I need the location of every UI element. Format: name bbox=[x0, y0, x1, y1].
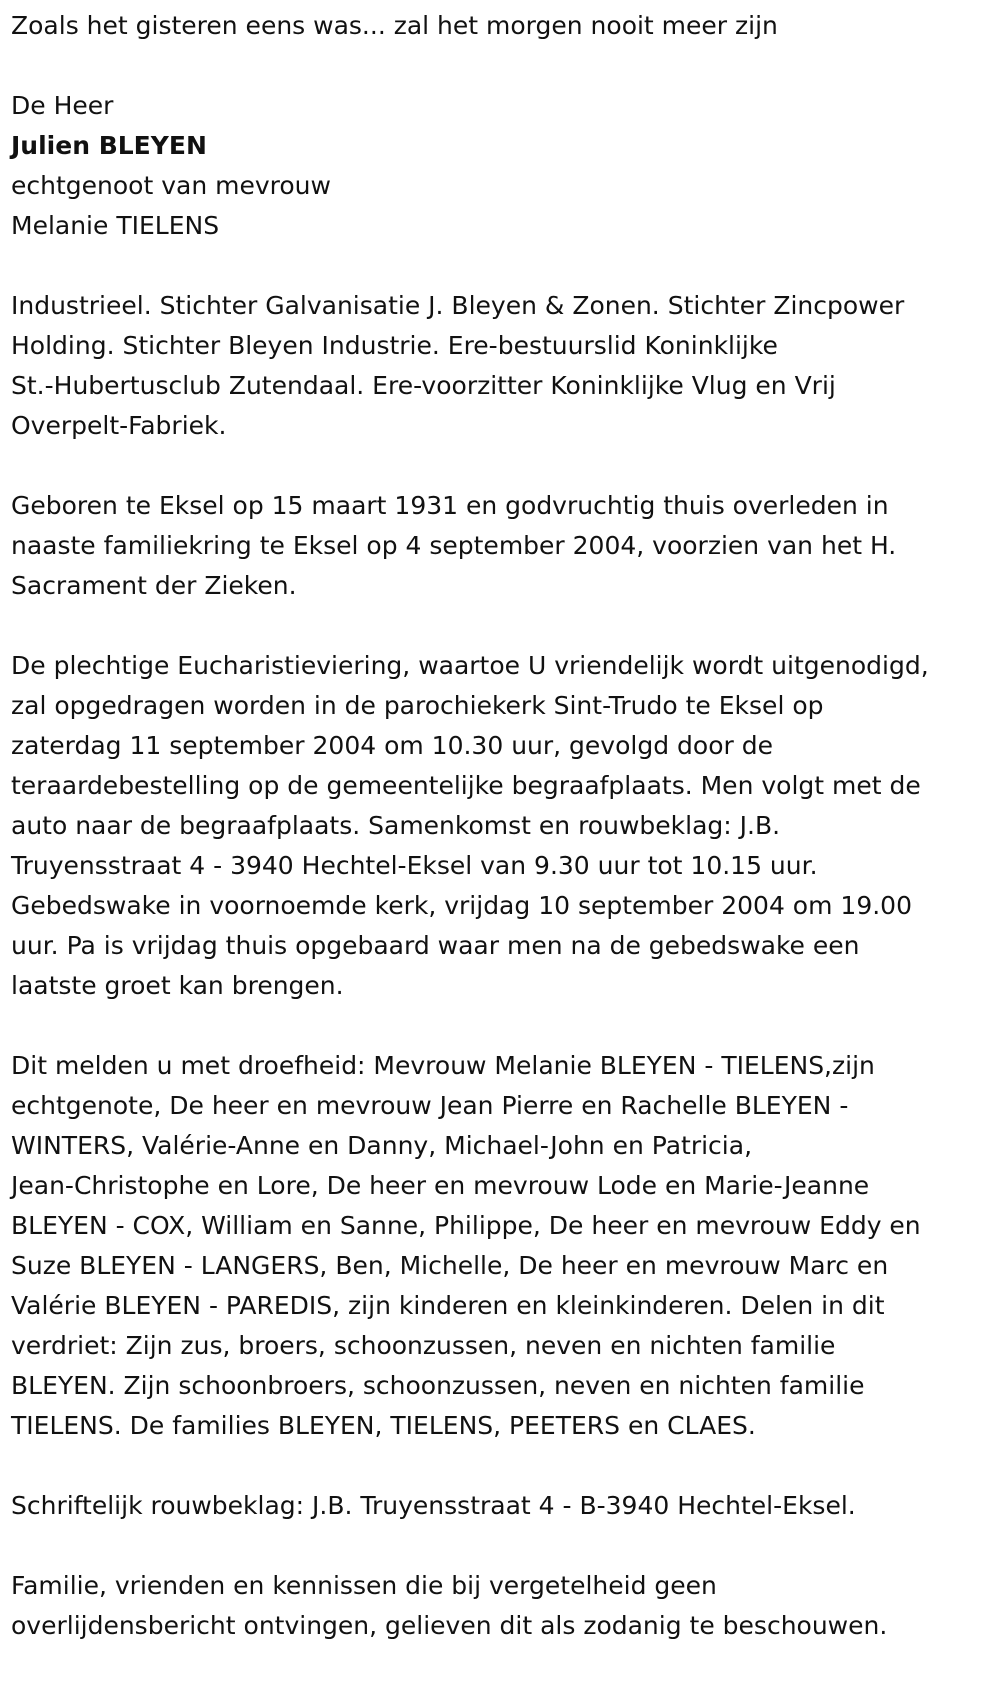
spacer bbox=[11, 246, 986, 286]
spacer bbox=[11, 1526, 986, 1566]
text-line: Sacrament der Zieken. bbox=[11, 571, 297, 600]
text-line: Gebedswake in voornoemde kerk, vrijdag 10 september 2004 om 19.00 bbox=[11, 891, 912, 920]
spouse-name: Melanie TIELENS bbox=[11, 211, 220, 240]
closing-paragraph bbox=[11, 1566, 986, 1646]
spacer bbox=[11, 606, 986, 646]
text-line: BLEYEN. Zijn schoonbroers, schoonzussen, neven en nichten familie bbox=[11, 1371, 865, 1400]
birth-death-paragraph bbox=[11, 486, 986, 606]
spacer bbox=[11, 46, 986, 86]
motto: Zoals het gisteren eens was... zal het morgen nooit meer zijn bbox=[11, 11, 778, 40]
spacer bbox=[11, 446, 986, 486]
text-line: St.-Hubertusclub Zutendaal. Ere-voorzitter Koninklijke Vlug en Vrij bbox=[11, 371, 836, 400]
ceremony-paragraph bbox=[11, 646, 986, 1006]
text-line: Holding. Stichter Bleyen Industrie. Ere-bestuurslid Koninklijke bbox=[11, 331, 778, 360]
text-line: naaste familiekring te Eksel op 4 september 2004, voorzien van het H. bbox=[11, 531, 897, 560]
text-line: zal opgedragen worden in de parochiekerk Sint-Trudo te Eksel op bbox=[11, 691, 824, 720]
text-line: laatste groet kan brengen. bbox=[11, 971, 344, 1000]
career-paragraph bbox=[11, 286, 986, 446]
text-line: WINTERS, Valérie-Anne en Danny, Michael-John en Patricia, bbox=[11, 1131, 753, 1160]
text-line: teraardebestelling op de gemeentelijke begraafplaats. Men volgt met de bbox=[11, 771, 921, 800]
family-paragraph bbox=[11, 1046, 986, 1446]
text-line: Geboren te Eksel op 15 maart 1931 en godvruchtig thuis overleden in bbox=[11, 491, 889, 520]
text-line: Valérie BLEYEN - PAREDIS, zijn kinderen en kleinkinderen. Delen in dit bbox=[11, 1291, 885, 1320]
text-line: Suze BLEYEN - LANGERS, Ben, Michelle, De heer en mevrouw Marc en bbox=[11, 1251, 889, 1280]
spacer bbox=[11, 1446, 986, 1486]
text-line: Overpelt-Fabriek. bbox=[11, 411, 227, 440]
text-line: auto naar de begraafplaats. Samenkomst en rouwbeklag: J.B. bbox=[11, 811, 781, 840]
spouse-label: echtgenoot van mevrouw bbox=[11, 171, 331, 200]
text-line: Dit melden u met droefheid: Mevrouw Melanie BLEYEN - TIELENS,zijn bbox=[11, 1051, 875, 1080]
text-line: verdriet: Zijn zus, broers, schoonzussen, neven en nichten familie bbox=[11, 1331, 836, 1360]
text-line: De plechtige Eucharistieviering, waartoe U vriendelijk wordt uitgenodigd, bbox=[11, 651, 929, 680]
text-line: TIELENS. De families BLEYEN, TIELENS, PEETERS en CLAES. bbox=[11, 1411, 756, 1440]
text-line: Industrieel. Stichter Galvanisatie J. Bleyen & Zonen. Stichter Zincpower bbox=[11, 291, 905, 320]
deceased-name: Julien BLEYEN bbox=[11, 131, 207, 160]
salutation: De Heer bbox=[11, 91, 114, 120]
text-line: Truyensstraat 4 - 3940 Hechtel-Eksel van 9.30 uur tot 10.15 uur. bbox=[11, 851, 818, 880]
text-line: uur. Pa is vrijdag thuis opgebaard waar men na de gebedswake een bbox=[11, 931, 860, 960]
text-line: Familie, vrienden en kennissen die bij vergetelheid geen bbox=[11, 1571, 717, 1600]
condolence-address: Schriftelijk rouwbeklag: J.B. Truyensstraat 4 - B-3940 Hechtel-Eksel. bbox=[11, 1491, 856, 1520]
spacer bbox=[11, 1006, 986, 1046]
text-line: echtgenote, De heer en mevrouw Jean Pierre en Rachelle BLEYEN - bbox=[11, 1091, 849, 1120]
text-line: Jean-Christophe en Lore, De heer en mevrouw Lode en Marie-Jeanne bbox=[11, 1171, 870, 1200]
text-line: BLEYEN - COX, William en Sanne, Philippe, De heer en mevrouw Eddy en bbox=[11, 1211, 921, 1240]
text-line: zaterdag 11 september 2004 om 10.30 uur, gevolgd door de bbox=[11, 731, 773, 760]
text-line: overlijdensbericht ontvingen, gelieven dit als zodanig te beschouwen. bbox=[11, 1611, 888, 1640]
